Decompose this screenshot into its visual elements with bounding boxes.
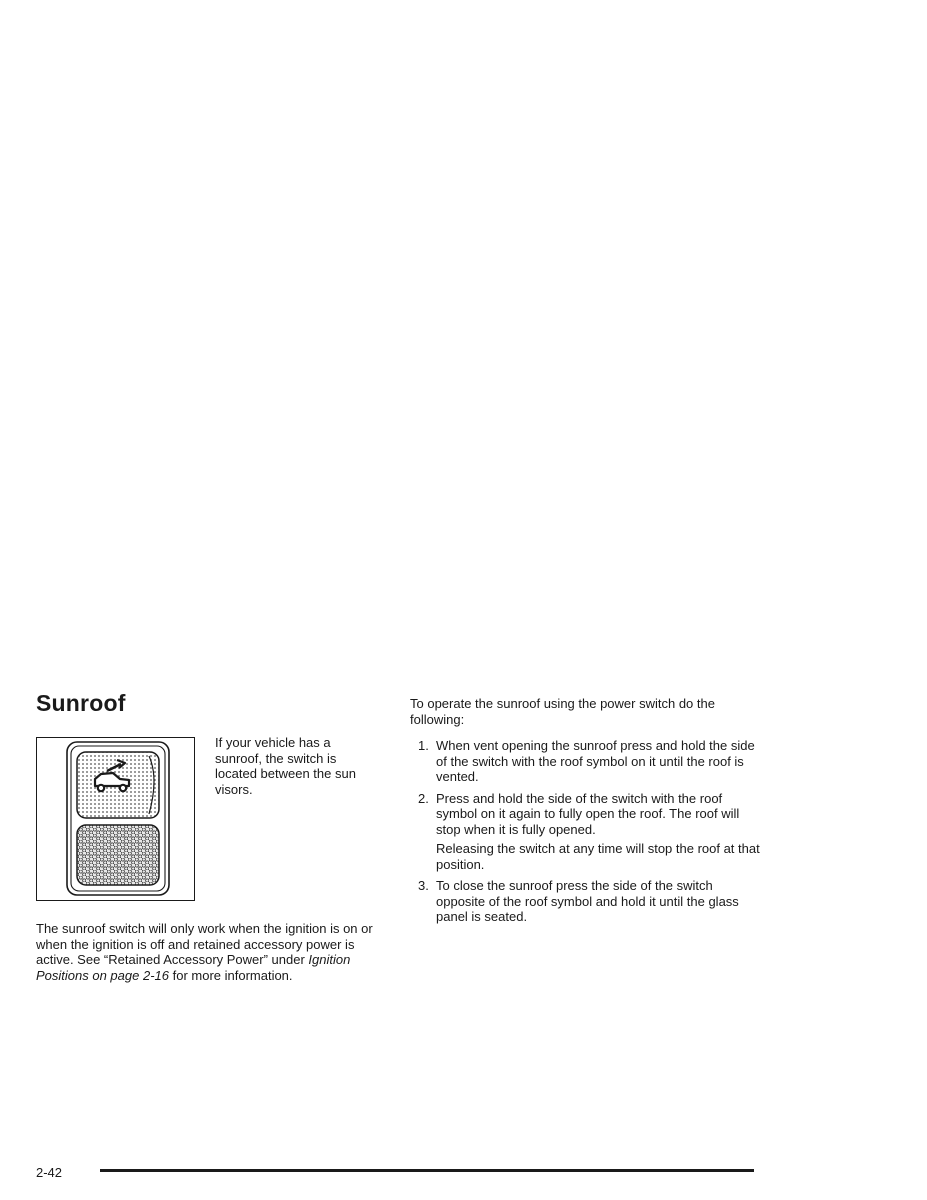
section-title: Sunroof <box>36 690 126 716</box>
step-item <box>410 738 760 785</box>
step-text: Press and hold the side of the switch with the roof symbol on it again to fully open the roof. The roof will stop when it is fully opened. <box>436 790 740 837</box>
step-number: 3. <box>418 878 429 893</box>
ignition-positions-link[interactable]: Ignition Positions on page 2-16 <box>36 952 351 983</box>
step-number: 1. <box>418 738 429 753</box>
operation-steps-list <box>410 738 760 931</box>
ignition-note-text: The sunroof switch will only work when the ignition is on or when the ignition is off and retained accessory power is active. See “Retained Accessory Power” under <box>36 921 373 967</box>
step-number: 2. <box>418 790 429 806</box>
step-item <box>410 878 760 925</box>
footer-rule <box>100 1169 754 1172</box>
figure-caption: If your vehicle has a sunroof, the switch is located between the sun visors. <box>215 735 356 797</box>
step-note: Releasing the switch at any time will stop the roof at that position. <box>436 841 760 872</box>
operate-intro: To operate the sunroof using the power switch do the following: <box>410 696 715 727</box>
step-text: To close the sunroof press the side of the switch opposite of the roof symbol and hold it until the glass panel is seated. <box>436 878 739 924</box>
step-item <box>410 791 760 873</box>
ignition-note-tail: for more information. <box>168 967 293 983</box>
sunroof-switch-illustration <box>36 737 195 901</box>
ignition-note-paragraph <box>36 921 386 983</box>
step-text: When vent opening the sunroof press and hold the side of the switch with the roof symbol on it until the roof is vented. <box>436 738 755 784</box>
page-number: 2-42 <box>36 1165 63 1180</box>
